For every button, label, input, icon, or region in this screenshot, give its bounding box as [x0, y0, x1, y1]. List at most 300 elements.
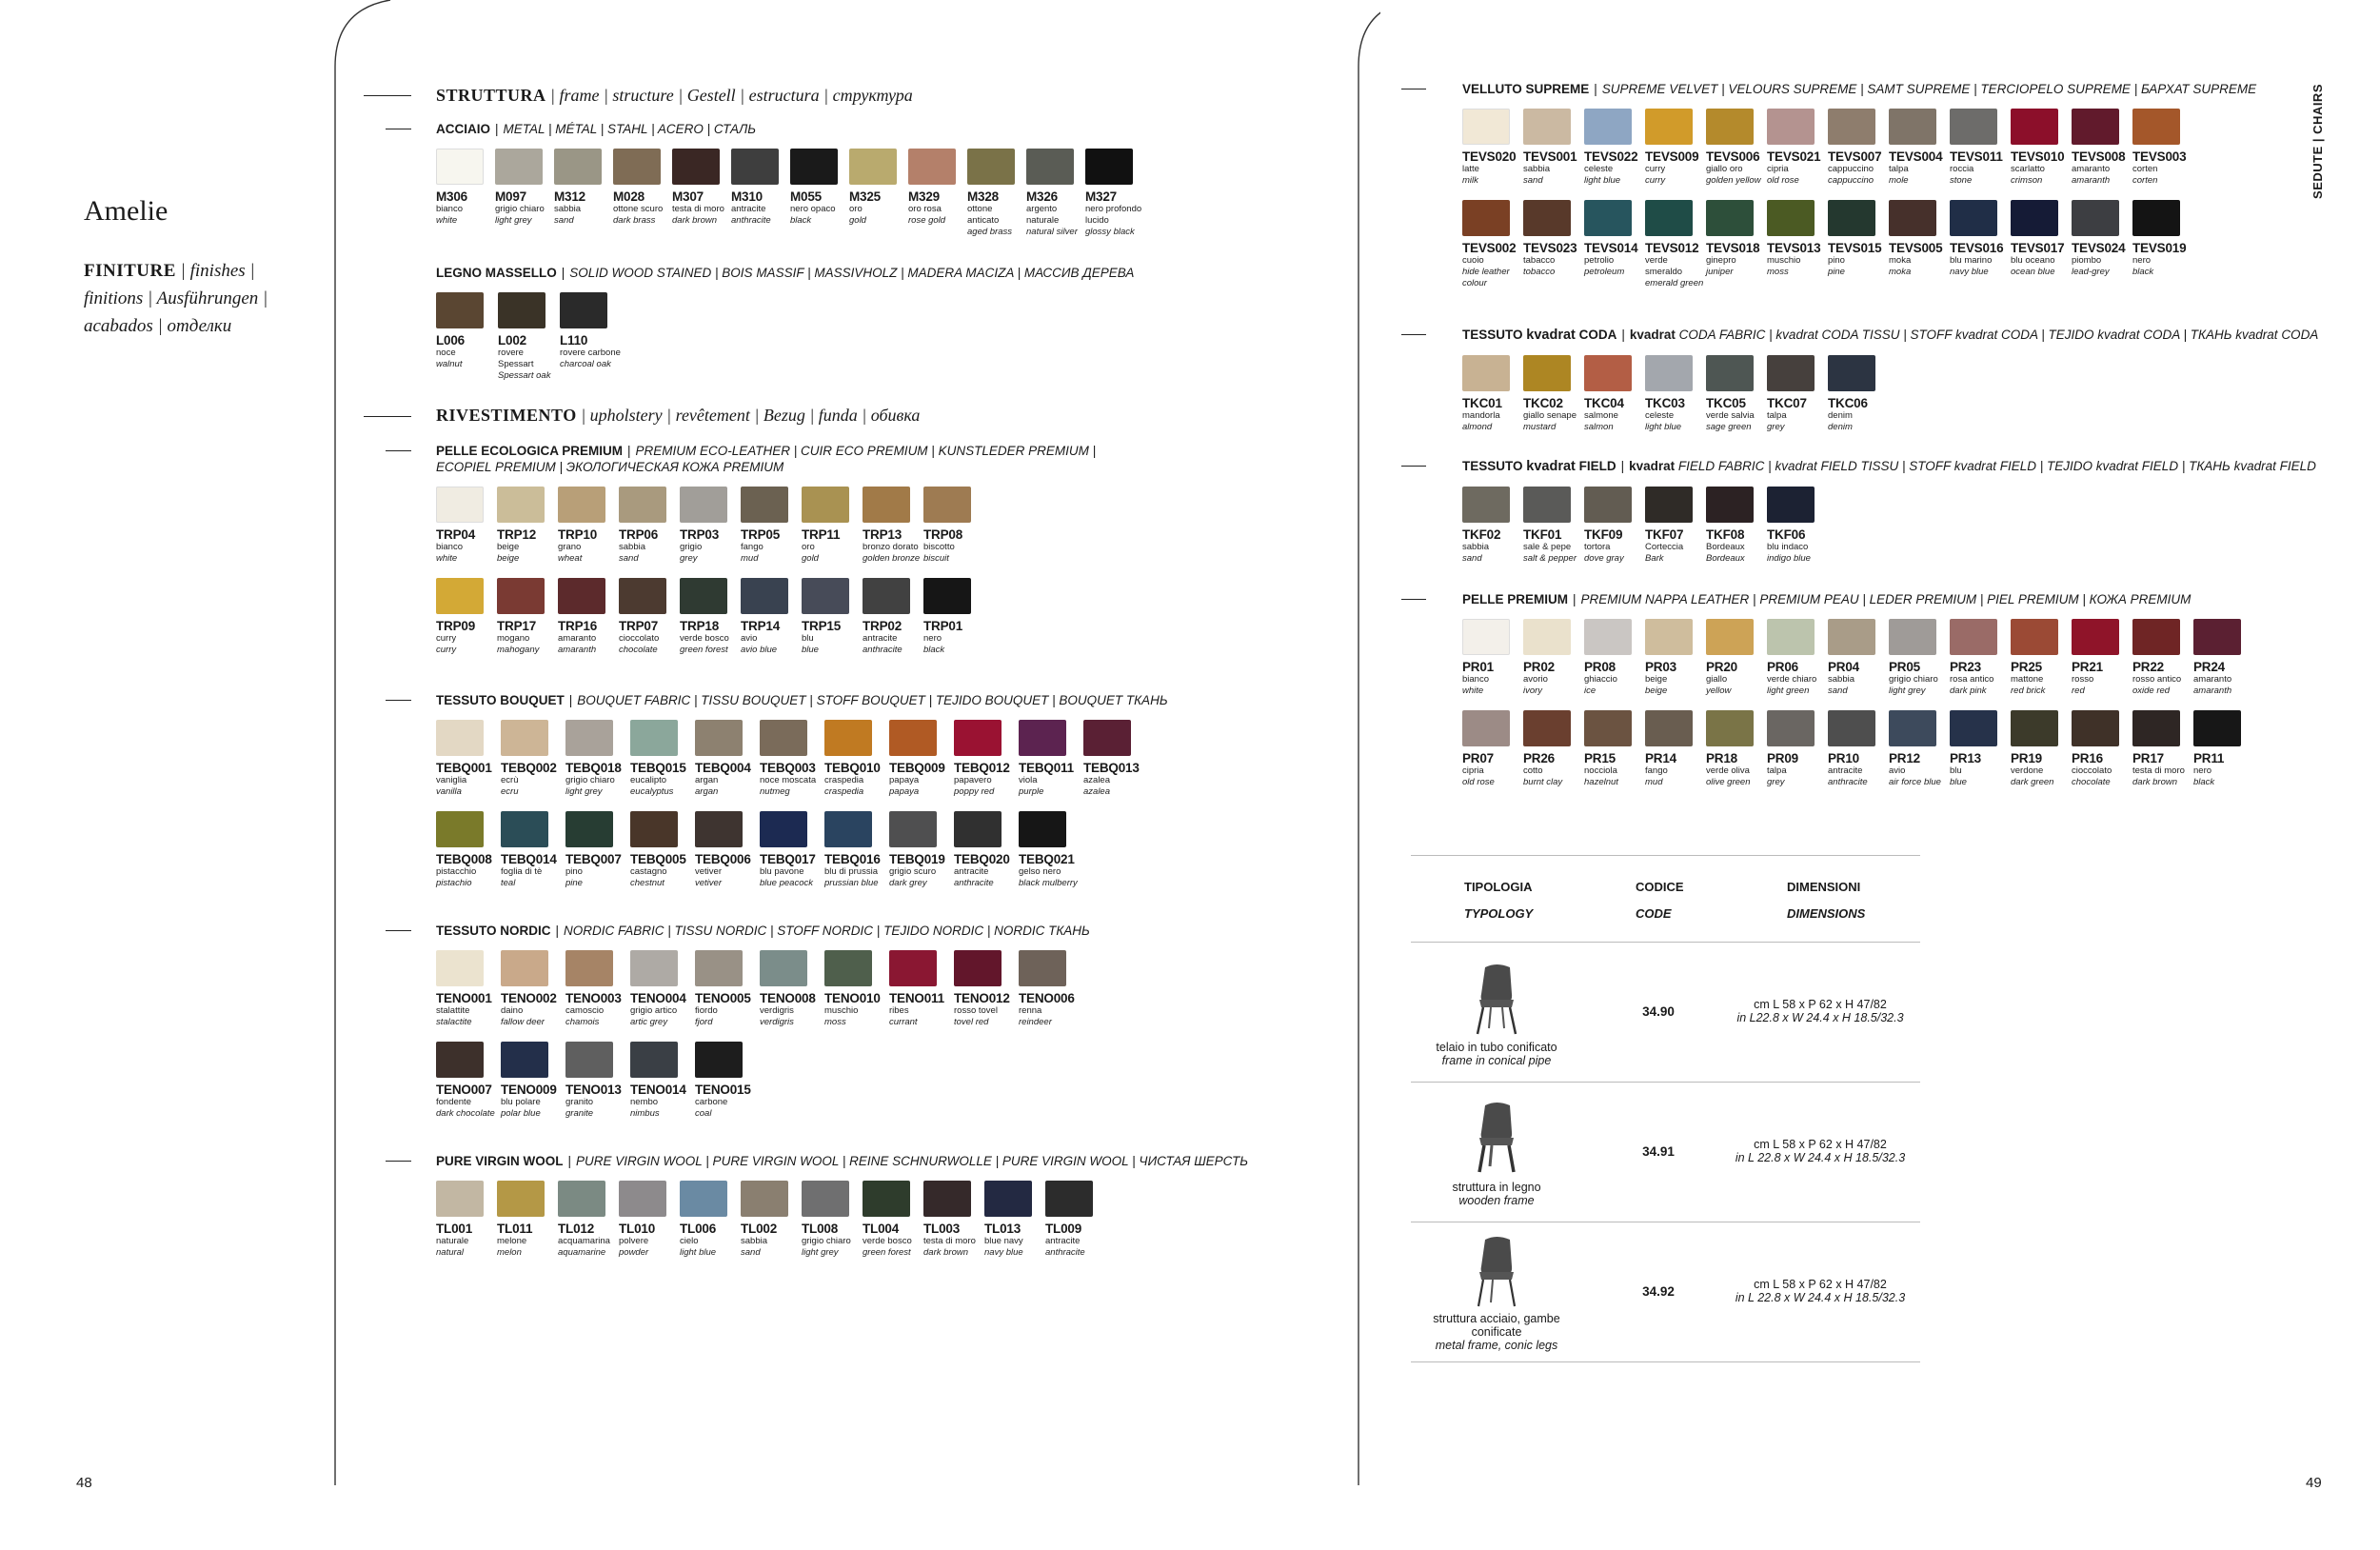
swatch-pr19 [2011, 710, 2072, 788]
swatch-color [2132, 710, 2180, 746]
swatch-name: rosa antico [1950, 674, 1994, 685]
swatch-name: tortora [1584, 542, 1611, 552]
swatch-code: M327 [1085, 189, 1117, 204]
swatch-name: beige [1645, 674, 1668, 685]
swatch-translation: charcoal oak [560, 359, 611, 369]
swatch-name: corten [2132, 164, 2158, 174]
swatch-pr03 [1645, 619, 1706, 697]
swatch-name: nero [2193, 765, 2212, 776]
swatch-translation: salmon [1584, 422, 1614, 432]
swatch-name: antracite [954, 866, 989, 877]
swatch-color [2072, 109, 2119, 145]
swatch-name: tabacco [1523, 255, 1556, 266]
swatch-name: acquamarina [558, 1236, 610, 1246]
swatch-color [849, 149, 897, 185]
swatch-name: curry [436, 633, 457, 644]
swatch-translation: coal [695, 1108, 712, 1119]
swatch-code: TKF01 [1523, 527, 1562, 542]
swatch-color [630, 720, 678, 756]
swatch-code: M307 [672, 189, 704, 204]
swatch-name: grigio artico [630, 1005, 678, 1016]
swatch-name: vaniglia [436, 775, 467, 785]
swatch-m325 [849, 149, 908, 238]
swatch-color [680, 1181, 727, 1217]
swatch-code: PR09 [1767, 751, 1798, 765]
swatch-name: celeste [1584, 164, 1614, 174]
swatch-color [1523, 710, 1571, 746]
swatch-color [630, 950, 678, 986]
swatch-tebq012 [954, 720, 1019, 798]
swatch-color [1026, 149, 1074, 185]
swatch-m310 [731, 149, 790, 238]
swatch-translation: blue [802, 645, 819, 655]
swatch-code: TKC07 [1767, 396, 1807, 410]
swatch-color [1085, 149, 1133, 185]
swatch-tebq011 [1019, 720, 1083, 798]
swatch-translation: amaranth [2193, 686, 2232, 696]
swatch-color [565, 1042, 613, 1078]
swatch-color [1767, 710, 1815, 746]
swatch-tebq009 [889, 720, 954, 798]
swatch-code: M312 [554, 189, 585, 204]
swatch-code: L002 [498, 333, 526, 348]
swatch-translation: dove gray [1584, 553, 1624, 564]
swatch-code: TEBQ017 [760, 852, 816, 866]
swatch-color [1523, 619, 1571, 655]
swatch-color [908, 149, 956, 185]
swatch-name: scarlatto [2011, 164, 2045, 174]
swatch-color [1523, 109, 1571, 145]
swatch-tkc03 [1645, 355, 1706, 433]
swatch-pr22 [2132, 619, 2193, 697]
swatch-translation: nutmeg [760, 786, 790, 797]
swatch-name: ginepro [1706, 255, 1736, 266]
upholstery-heading: RIVESTIMENTO | upholstery | revêtement | Bezug | funda | обивка [436, 406, 921, 425]
swatch-code: TENO005 [695, 991, 751, 1005]
swatch-translation: oxide red [2132, 686, 2171, 696]
swatch-code: TRP11 [802, 527, 841, 542]
swatch-code: TEBQ020 [954, 852, 1010, 866]
swatch-grid-eco-leather [436, 487, 984, 669]
swatch-tevs004 [1889, 109, 1950, 187]
swatch-translation: purple [1019, 786, 1044, 797]
swatch-name: fango [741, 542, 764, 552]
swatch-teno011 [889, 950, 954, 1028]
swatch-translation: red brick [2011, 686, 2046, 696]
swatch-translation: beige [497, 553, 520, 564]
swatch-color [1767, 200, 1815, 236]
swatch-pr06 [1767, 619, 1828, 697]
swatch-color [1462, 355, 1510, 391]
swatch-tevs011 [1950, 109, 2011, 187]
swatch-pr15 [1584, 710, 1645, 788]
swatch-code: TL009 [1045, 1222, 1082, 1236]
swatch-tebq020 [954, 811, 1019, 889]
swatch-name: grigio [680, 542, 703, 552]
swatch-translation: hide leather colour [1462, 267, 1510, 288]
swatch-name: talpa [1889, 164, 1909, 174]
swatch-translation: white [436, 215, 458, 226]
swatch-translation: light grey [802, 1247, 839, 1258]
swatch-translation: Bordeaux [1706, 553, 1745, 564]
swatch-name: nocciola [1584, 765, 1617, 776]
swatch-color [1828, 355, 1875, 391]
swatch-name: amaranto [2072, 164, 2111, 174]
table-row: telaio in tubo conificato frame in conical pipe 34.90 cm L 58 x P 62 x H 47/82 in L22.8 x W 24.4 x H 18.5/32.3 [1411, 942, 1920, 1082]
swatch-teno004 [630, 950, 695, 1028]
swatch-color [565, 950, 613, 986]
swatch-color [619, 1181, 666, 1217]
swatch-color [436, 487, 484, 523]
swatch-tebq004 [695, 720, 760, 798]
swatch-code: PR13 [1950, 751, 1981, 765]
swatch-name: amaranto [558, 633, 597, 644]
swatch-color [436, 811, 484, 847]
swatch-pr16 [2072, 710, 2132, 788]
swatch-name: rovere carbone [560, 348, 621, 358]
swatch-translation: light blue [1645, 422, 1682, 432]
swatch-code: TKC03 [1645, 396, 1685, 410]
swatch-color [680, 487, 727, 523]
product-table [1411, 855, 1920, 1362]
swatch-name: blue navy [984, 1236, 1023, 1246]
swatch-code: TL003 [923, 1222, 961, 1236]
section-velvet: VELLUTO SUPREME | SUPREME VELVET | VELOURS SUPREME | SAMT SUPREME | TERCIOPELO SUPREME | БАРХАТ SUPREME TEVS020 latte milk TEVS001 sabbia sand TEVS022 celeste light blue TEVS009 curry curry TEVS006 giallo oro golden yellow TEVS021 cipria old rose TEVS007 cappuccino cappuccino TEVS004 talpa mole TEVS011 roccia stone TEVS010 scarlatto crimson TEVS008 amaranto amaranth TEVS003 corten corten TEVS002 cuoio hide leather colour TEVS023 tabacco tobacco TEVS014 petrolio petroleum TEVS012 verde smeraldo emerald green TEVS018 ginepro juniper TEVS013 muschio moss TEVS015 pino pine TEVS005 moka moka TEVS016 blu marino navy blue TEVS017 blu oceano ocean blue TEVS024 piombo lead-grey TEVS019 nero black [1462, 81, 2256, 303]
swatch-m312 [554, 149, 613, 238]
swatch-color [1645, 487, 1693, 523]
swatch-code: TEVS013 [1767, 241, 1821, 255]
swatch-trp11 [802, 487, 863, 565]
swatch-code: M310 [731, 189, 763, 204]
swatch-tl008 [802, 1181, 863, 1259]
swatch-name: noce [436, 348, 456, 358]
swatch-translation: azalea [1083, 786, 1110, 797]
swatch-code: TEBQ001 [436, 761, 492, 775]
swatch-translation: yellow [1706, 686, 1732, 696]
swatch-code: M306 [436, 189, 467, 204]
swatch-translation: dark grey [889, 878, 927, 888]
swatch-code: PR14 [1645, 751, 1676, 765]
swatch-code: PR02 [1523, 660, 1555, 674]
swatch-color [558, 578, 605, 614]
swatch-color [672, 149, 720, 185]
swatch-code: TEVS020 [1462, 149, 1517, 164]
swatch-color [1584, 710, 1632, 746]
swatch-name: sabbia [1462, 542, 1489, 552]
swatch-translation: dark brass [613, 215, 656, 226]
swatch-name: grigio scuro [889, 866, 937, 877]
swatch-color [1462, 200, 1510, 236]
swatch-translation: verdigris [760, 1017, 794, 1027]
swatch-code: TRP07 [619, 619, 659, 633]
swatch-translation: mahogany [497, 645, 540, 655]
swatch-tebq008 [436, 811, 501, 889]
swatch-color [1019, 811, 1066, 847]
swatch-code: TEBQ014 [501, 852, 557, 866]
swatch-name: mandorla [1462, 410, 1500, 421]
swatch-m328 [967, 149, 1026, 238]
swatch-name: rovere Spessart [498, 348, 534, 369]
swatch-code: TEBQ010 [824, 761, 881, 775]
swatch-name: blu pavone [760, 866, 804, 877]
swatch-name: bianco [436, 542, 463, 552]
swatch-color [741, 578, 788, 614]
swatch-code: TRP14 [741, 619, 781, 633]
swatch-pr11 [2193, 710, 2254, 788]
swatch-trp17 [497, 578, 558, 656]
swatch-code: TENO012 [954, 991, 1010, 1005]
page-edge-curve [1190, 0, 1380, 1550]
swatch-color [1462, 619, 1510, 655]
swatch-grid-wool [436, 1181, 1160, 1272]
swatch-color [741, 1181, 788, 1217]
swatch-color [1889, 619, 1936, 655]
swatch-color [2011, 710, 2058, 746]
swatch-color [436, 292, 484, 328]
swatch-code: TEVS019 [2132, 241, 2187, 255]
swatch-translation: natural [436, 1247, 465, 1258]
swatch-name: oro rosa [908, 204, 942, 214]
swatch-name: cipria [1767, 164, 1789, 174]
swatch-name: amaranto [2193, 674, 2232, 685]
swatch-color [790, 149, 838, 185]
swatch-translation: anthracite [863, 645, 902, 655]
swatch-code: TENO010 [824, 991, 881, 1005]
swatch-color [889, 950, 937, 986]
swatch-m306 [436, 149, 495, 238]
swatch-m327 [1085, 149, 1144, 238]
swatch-color [741, 487, 788, 523]
swatch-color [1950, 109, 1997, 145]
swatch-tl013 [984, 1181, 1045, 1259]
swatch-translation: cappuccino [1828, 175, 1874, 186]
swatch-name: avio [741, 633, 758, 644]
swatch-code: TL006 [680, 1222, 717, 1236]
swatch-tebq006 [695, 811, 760, 889]
swatch-code: TEBQ002 [501, 761, 557, 775]
swatch-name: grigio chiaro [495, 204, 545, 214]
swatch-code: TEBQ009 [889, 761, 945, 775]
swatch-code: TRP10 [558, 527, 598, 542]
swatch-name: salmone [1584, 410, 1618, 421]
swatch-translation: anthracite [731, 215, 771, 226]
swatch-code: PR07 [1462, 751, 1494, 765]
swatch-name: eucalipto [630, 775, 667, 785]
swatch-color [1889, 710, 1936, 746]
swatch-trp05 [741, 487, 802, 565]
swatch-color [680, 578, 727, 614]
swatch-code: M326 [1026, 189, 1058, 204]
swatch-color [1889, 200, 1936, 236]
swatch-translation: biscuit [923, 553, 949, 564]
swatch-code: TRP09 [436, 619, 476, 633]
swatch-name: sabbia [1523, 164, 1550, 174]
swatch-code: TEVS012 [1645, 241, 1699, 255]
swatch-color [1645, 109, 1693, 145]
swatch-name: bronzo dorato [863, 542, 919, 552]
swatch-code: TEVS001 [1523, 149, 1577, 164]
swatch-name: antracite [1045, 1236, 1081, 1246]
swatch-tl004 [863, 1181, 923, 1259]
swatch-color [1523, 200, 1571, 236]
swatch-translation: black [2132, 267, 2154, 277]
swatch-name: avorio [1523, 674, 1548, 685]
swatch-color [630, 811, 678, 847]
swatch-translation: fjord [695, 1017, 713, 1027]
swatch-code: TKC05 [1706, 396, 1746, 410]
swatch-name: testa di moro [672, 204, 724, 214]
swatch-tebq003 [760, 720, 824, 798]
section-bouquet: TESSUTO BOUQUET | BOUQUET FABRIC | TISSU BOUQUET | STOFF BOUQUET | TEJIDO BOUQUET | BOUQUET ТКАНЬ TEBQ001 vaniglia vanilla TEBQ002 ecrù ecru TEBQ018 grigio chiaro light grey TEBQ015 eucalipto eucalyptus TEBQ004 argan argan TEBQ003 noce moscata nutmeg TEBQ010 craspedia craspedia TEBQ009 papaya papaya TEBQ012 papavero poppy red TEBQ011 viola purple TEBQ013 azalea azalea TEBQ008 pistacchio pistachio TEBQ014 foglia di tè teal TEBQ007 pino pine TEBQ005 castagno chestnut TEBQ006 vetiver vetiver TEBQ017 blu pavone blue peacock TEBQ016 blu di prussia prussian blue TEBQ019 grigio scuro dark grey TEBQ020 antracite anthracite TEBQ021 gelso nero black mulberry [436, 692, 1168, 903]
swatch-color [2011, 109, 2058, 145]
swatch-code: TENO009 [501, 1083, 557, 1097]
swatch-name: latte [1462, 164, 1479, 174]
swatch-translation: stone [1950, 175, 1973, 186]
swatch-tevs013 [1767, 200, 1828, 289]
swatch-name: cielo [680, 1236, 699, 1246]
swatch-translation: corten [2132, 175, 2158, 186]
swatch-code: M055 [790, 189, 822, 204]
swatch-translation: mustard [1523, 422, 1557, 432]
swatch-translation: sand [1523, 175, 1543, 186]
swatch-pr23 [1950, 619, 2011, 697]
swatch-m028 [613, 149, 672, 238]
swatch-color [436, 1181, 484, 1217]
swatch-name: polvere [619, 1236, 649, 1246]
swatch-teno008 [760, 950, 824, 1028]
swatch-translation: black [923, 645, 945, 655]
swatch-translation: dark brown [923, 1247, 968, 1258]
swatch-color [1706, 487, 1754, 523]
swatch-translation: red [2072, 686, 2085, 696]
swatch-name: vetiver [695, 866, 722, 877]
swatch-name: verdigris [760, 1005, 794, 1016]
swatch-tkf09 [1584, 487, 1645, 565]
swatch-code: TEVS003 [2132, 149, 2187, 164]
swatch-code: PR04 [1828, 660, 1859, 674]
swatch-m326 [1026, 149, 1085, 238]
swatch-code: TKC02 [1523, 396, 1563, 410]
swatch-translation: denim [1828, 422, 1853, 432]
swatch-name: blu polare [501, 1097, 541, 1107]
swatch-name: giallo senape [1523, 410, 1577, 421]
swatch-code: TENO007 [436, 1083, 492, 1097]
swatch-name: renna [1019, 1005, 1042, 1016]
swatch-color [2011, 200, 2058, 236]
swatch-translation: green forest [863, 1247, 911, 1258]
swatch-color [923, 578, 971, 614]
swatch-translation: pine [1828, 267, 1845, 277]
swatch-name: viola [1019, 775, 1038, 785]
swatch-tebq016 [824, 811, 889, 889]
swatch-name: camoscio [565, 1005, 605, 1016]
swatch-code: TL010 [619, 1222, 656, 1236]
swatch-translation: emerald green [1645, 278, 1704, 288]
swatch-color [436, 950, 484, 986]
swatch-name: argento naturale [1026, 204, 1060, 226]
swatch-color [1019, 720, 1066, 756]
table-header: TIPOLOGIA TYPOLOGY CODICE CODE DIMENSIONI DIMENSIONS [1411, 855, 1920, 942]
swatch-translation: light blue [1584, 175, 1621, 186]
swatch-code: PR18 [1706, 751, 1737, 765]
swatch-translation: grey [1767, 422, 1785, 432]
swatch-name: blu [1950, 765, 1962, 776]
swatch-trp12 [497, 487, 558, 565]
swatch-code: PR06 [1767, 660, 1798, 674]
swatch-code: PR24 [2193, 660, 2225, 674]
swatch-code: PR23 [1950, 660, 1981, 674]
swatch-name: verde oliva [1706, 765, 1750, 776]
swatch-tevs012 [1645, 200, 1706, 289]
swatch-code: L110 [560, 333, 588, 348]
swatch-translation: grey [1767, 777, 1785, 787]
swatch-code: TRP02 [863, 619, 902, 633]
swatch-teno001 [436, 950, 501, 1028]
swatch-color [613, 149, 661, 185]
swatch-code: M328 [967, 189, 999, 204]
swatch-tebq018 [565, 720, 630, 798]
swatch-translation: gold [849, 215, 866, 226]
swatch-color [560, 292, 607, 328]
swatch-code: PR05 [1889, 660, 1920, 674]
swatch-name: grigio chiaro [565, 775, 615, 785]
swatch-name: blu di prussia [824, 866, 878, 877]
finishes-heading: FINITURE | finishes | finitions | Ausführungen | acabados | отделки [84, 261, 268, 336]
swatch-color [889, 811, 937, 847]
swatch-trp04 [436, 487, 497, 565]
swatch-name: sabbia [1828, 674, 1854, 685]
swatch-code: TL012 [558, 1222, 595, 1236]
swatch-translation: white [436, 553, 458, 564]
swatch-name: craspedia [824, 775, 864, 785]
swatch-tevs007 [1828, 109, 1889, 187]
swatch-code: TL002 [741, 1222, 778, 1236]
chair-metal-frame-icon [1468, 1234, 1525, 1310]
swatch-translation: craspedia [824, 786, 864, 797]
swatch-color [1645, 710, 1693, 746]
product-title: Amelie [84, 195, 169, 227]
swatch-translation: chamois [565, 1017, 600, 1027]
swatch-color [967, 149, 1015, 185]
swatch-translation: ice [1584, 686, 1597, 696]
swatch-translation: dark green [2011, 777, 2054, 787]
swatch-grid-premium-leather [1462, 619, 2254, 802]
swatch-name: antracite [863, 633, 898, 644]
swatch-name: verdone [2011, 765, 2044, 776]
swatch-color [1950, 619, 1997, 655]
swatch-name: blu [802, 633, 814, 644]
swatch-color [2132, 109, 2180, 145]
swatch-tkf08 [1706, 487, 1767, 565]
swatch-name: curry [1645, 164, 1666, 174]
swatch-code: TENO008 [760, 991, 816, 1005]
swatch-color [1706, 619, 1754, 655]
swatch-translation: nimbus [630, 1108, 660, 1119]
swatch-translation: crimson [2011, 175, 2043, 186]
swatch-name: rosso antico [2132, 674, 2182, 685]
swatch-tkc01 [1462, 355, 1523, 433]
swatch-color [436, 149, 484, 185]
swatch-name: bianco [1462, 674, 1489, 685]
swatch-color [695, 720, 743, 756]
swatch-translation: tobacco [1523, 267, 1556, 277]
swatch-teno013 [565, 1042, 630, 1120]
swatch-translation: sand [1828, 686, 1848, 696]
swatch-color [498, 292, 545, 328]
swatch-color [695, 1042, 743, 1078]
swatch-name: nero [2132, 255, 2152, 266]
swatch-color [863, 1181, 910, 1217]
